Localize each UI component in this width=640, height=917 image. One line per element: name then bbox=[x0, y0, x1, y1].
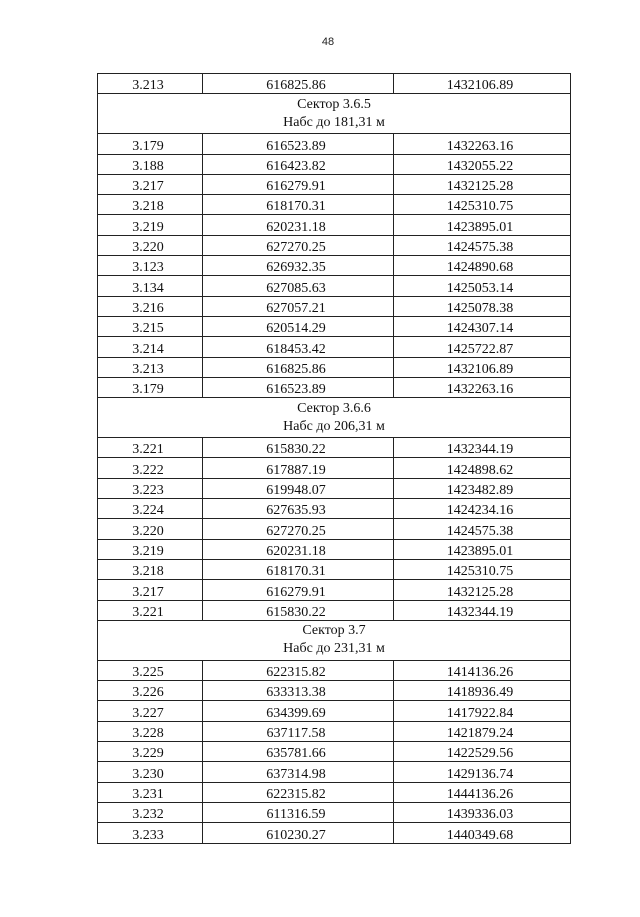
point-number-cell: 3.188 bbox=[98, 154, 203, 174]
point-number-cell: 3.229 bbox=[98, 742, 203, 762]
table-row bbox=[98, 337, 571, 357]
table-row bbox=[98, 316, 571, 336]
x-coordinate-cell: 616523.89 bbox=[203, 134, 394, 154]
point-number-cell: 3.179 bbox=[98, 377, 203, 397]
x-coordinate-cell: 635781.66 bbox=[203, 742, 394, 762]
y-coordinate-cell: 1424898.62 bbox=[394, 458, 571, 478]
x-coordinate-cell: 627085.63 bbox=[203, 276, 394, 296]
table-row bbox=[98, 438, 571, 458]
point-number-cell: 3.224 bbox=[98, 499, 203, 519]
x-coordinate-cell: 633313.38 bbox=[203, 681, 394, 701]
y-coordinate-cell: 1432263.16 bbox=[394, 377, 571, 397]
point-number-cell: 3.215 bbox=[98, 316, 203, 336]
x-coordinate-cell: 616423.82 bbox=[203, 154, 394, 174]
point-number-cell: 3.226 bbox=[98, 681, 203, 701]
x-coordinate-cell: 616825.86 bbox=[203, 74, 394, 94]
y-coordinate-cell: 1429136.74 bbox=[394, 762, 571, 782]
point-number-cell: 3.221 bbox=[98, 600, 203, 620]
y-coordinate-cell: 1425053.14 bbox=[394, 276, 571, 296]
point-number-cell: 3.225 bbox=[98, 660, 203, 680]
y-coordinate-cell: 1414136.26 bbox=[394, 660, 571, 680]
y-coordinate-cell: 1425310.75 bbox=[394, 195, 571, 215]
point-number-cell: 3.223 bbox=[98, 478, 203, 498]
y-coordinate-cell: 1440349.68 bbox=[394, 823, 571, 843]
table-row bbox=[98, 742, 571, 762]
y-coordinate-cell: 1424575.38 bbox=[394, 519, 571, 539]
table-row bbox=[98, 762, 571, 782]
x-coordinate-cell: 622315.82 bbox=[203, 782, 394, 802]
x-coordinate-cell: 627270.25 bbox=[203, 235, 394, 255]
x-coordinate-cell: 619948.07 bbox=[203, 478, 394, 498]
y-coordinate-cell: 1425078.38 bbox=[394, 296, 571, 316]
x-coordinate-cell: 622315.82 bbox=[203, 660, 394, 680]
table-row bbox=[98, 174, 571, 194]
table-row bbox=[98, 681, 571, 701]
table-row bbox=[98, 660, 571, 680]
y-coordinate-cell: 1424307.14 bbox=[394, 316, 571, 336]
table-row bbox=[98, 499, 571, 519]
sector-height-limit: Набс до 181,31 м bbox=[283, 114, 385, 130]
table-row bbox=[98, 478, 571, 498]
x-coordinate-cell: 611316.59 bbox=[203, 802, 394, 822]
y-coordinate-cell: 1418936.49 bbox=[394, 681, 571, 701]
sector-header-row bbox=[98, 620, 571, 660]
y-coordinate-cell: 1423482.89 bbox=[394, 478, 571, 498]
table-row bbox=[98, 519, 571, 539]
x-coordinate-cell: 616523.89 bbox=[203, 377, 394, 397]
x-coordinate-cell: 617887.19 bbox=[203, 458, 394, 478]
point-number-cell: 3.217 bbox=[98, 174, 203, 194]
point-number-cell: 3.217 bbox=[98, 580, 203, 600]
y-coordinate-cell: 1432055.22 bbox=[394, 154, 571, 174]
table-row bbox=[98, 377, 571, 397]
x-coordinate-cell: 620514.29 bbox=[203, 316, 394, 336]
sector-header-cell bbox=[98, 94, 571, 134]
y-coordinate-cell: 1424575.38 bbox=[394, 235, 571, 255]
y-coordinate-cell: 1444136.26 bbox=[394, 782, 571, 802]
y-coordinate-cell: 1439336.03 bbox=[394, 802, 571, 822]
x-coordinate-cell: 618453.42 bbox=[203, 337, 394, 357]
table-row bbox=[98, 235, 571, 255]
x-coordinate-cell: 618170.31 bbox=[203, 195, 394, 215]
table-row bbox=[98, 195, 571, 215]
point-number-cell: 3.213 bbox=[98, 74, 203, 94]
table-row bbox=[98, 600, 571, 620]
table-row bbox=[98, 215, 571, 235]
sector-header-cell bbox=[98, 398, 571, 438]
page-number: 48 bbox=[321, 36, 335, 48]
y-coordinate-cell: 1432344.19 bbox=[394, 600, 571, 620]
point-number-cell: 3.232 bbox=[98, 802, 203, 822]
point-number-cell: 3.216 bbox=[98, 296, 203, 316]
x-coordinate-cell: 626932.35 bbox=[203, 256, 394, 276]
table-row bbox=[98, 458, 571, 478]
table-row bbox=[98, 134, 571, 154]
point-number-cell: 3.218 bbox=[98, 559, 203, 579]
point-number-cell: 3.214 bbox=[98, 337, 203, 357]
point-number-cell: 3.233 bbox=[98, 823, 203, 843]
x-coordinate-cell: 616825.86 bbox=[203, 357, 394, 377]
y-coordinate-cell: 1432125.28 bbox=[394, 174, 571, 194]
table-row bbox=[98, 357, 571, 377]
point-number-cell: 3.179 bbox=[98, 134, 203, 154]
x-coordinate-cell: 615830.22 bbox=[203, 600, 394, 620]
y-coordinate-cell: 1424890.68 bbox=[394, 256, 571, 276]
x-coordinate-cell: 637314.98 bbox=[203, 762, 394, 782]
y-coordinate-cell: 1424234.16 bbox=[394, 499, 571, 519]
sector-header-cell bbox=[98, 620, 571, 660]
x-coordinate-cell: 637117.58 bbox=[203, 721, 394, 741]
x-coordinate-cell: 618170.31 bbox=[203, 559, 394, 579]
table-row bbox=[98, 823, 571, 843]
point-number-cell: 3.123 bbox=[98, 256, 203, 276]
point-number-cell: 3.219 bbox=[98, 539, 203, 559]
y-coordinate-cell: 1432344.19 bbox=[394, 438, 571, 458]
table-row bbox=[98, 276, 571, 296]
point-number-cell: 3.230 bbox=[98, 762, 203, 782]
table-row bbox=[98, 721, 571, 741]
x-coordinate-cell: 620231.18 bbox=[203, 215, 394, 235]
y-coordinate-cell: 1432106.89 bbox=[394, 357, 571, 377]
y-coordinate-cell: 1425722.87 bbox=[394, 337, 571, 357]
table-row bbox=[98, 782, 571, 802]
x-coordinate-cell: 610230.27 bbox=[203, 823, 394, 843]
table-row bbox=[98, 802, 571, 822]
point-number-cell: 3.218 bbox=[98, 195, 203, 215]
point-number-cell: 3.134 bbox=[98, 276, 203, 296]
sector-title: Сектор 3.7 bbox=[302, 623, 366, 639]
y-coordinate-cell: 1422529.56 bbox=[394, 742, 571, 762]
table-row bbox=[98, 74, 571, 94]
x-coordinate-cell: 627057.21 bbox=[203, 296, 394, 316]
point-number-cell: 3.220 bbox=[98, 235, 203, 255]
y-coordinate-cell: 1425310.75 bbox=[394, 559, 571, 579]
sector-header-row bbox=[98, 94, 571, 134]
y-coordinate-cell: 1421879.24 bbox=[394, 721, 571, 741]
table-row bbox=[98, 256, 571, 276]
y-coordinate-cell: 1432125.28 bbox=[394, 580, 571, 600]
coordinates-table-body bbox=[98, 74, 571, 844]
point-number-cell: 3.228 bbox=[98, 721, 203, 741]
table-row bbox=[98, 701, 571, 721]
y-coordinate-cell: 1423895.01 bbox=[394, 215, 571, 235]
x-coordinate-cell: 616279.91 bbox=[203, 580, 394, 600]
table-row bbox=[98, 580, 571, 600]
x-coordinate-cell: 616279.91 bbox=[203, 174, 394, 194]
point-number-cell: 3.219 bbox=[98, 215, 203, 235]
sector-height-limit: Набс до 231,31 м bbox=[283, 641, 385, 657]
point-number-cell: 3.220 bbox=[98, 519, 203, 539]
point-number-cell: 3.227 bbox=[98, 701, 203, 721]
x-coordinate-cell: 620231.18 bbox=[203, 539, 394, 559]
point-number-cell: 3.222 bbox=[98, 458, 203, 478]
y-coordinate-cell: 1423895.01 bbox=[394, 539, 571, 559]
x-coordinate-cell: 615830.22 bbox=[203, 438, 394, 458]
point-number-cell: 3.213 bbox=[98, 357, 203, 377]
y-coordinate-cell: 1432263.16 bbox=[394, 134, 571, 154]
table-row bbox=[98, 154, 571, 174]
sector-title: Сектор 3.6.5 bbox=[297, 96, 371, 112]
table-row bbox=[98, 296, 571, 316]
sector-title: Сектор 3.6.6 bbox=[297, 400, 371, 416]
x-coordinate-cell: 627270.25 bbox=[203, 519, 394, 539]
table-row bbox=[98, 559, 571, 579]
x-coordinate-cell: 634399.69 bbox=[203, 701, 394, 721]
y-coordinate-cell: 1417922.84 bbox=[394, 701, 571, 721]
coordinates-table bbox=[97, 73, 571, 844]
point-number-cell: 3.231 bbox=[98, 782, 203, 802]
sector-height-limit: Набс до 206,31 м bbox=[283, 418, 385, 434]
point-number-cell: 3.221 bbox=[98, 438, 203, 458]
table-row bbox=[98, 539, 571, 559]
sector-header-row bbox=[98, 398, 571, 438]
y-coordinate-cell: 1432106.89 bbox=[394, 74, 571, 94]
x-coordinate-cell: 627635.93 bbox=[203, 499, 394, 519]
